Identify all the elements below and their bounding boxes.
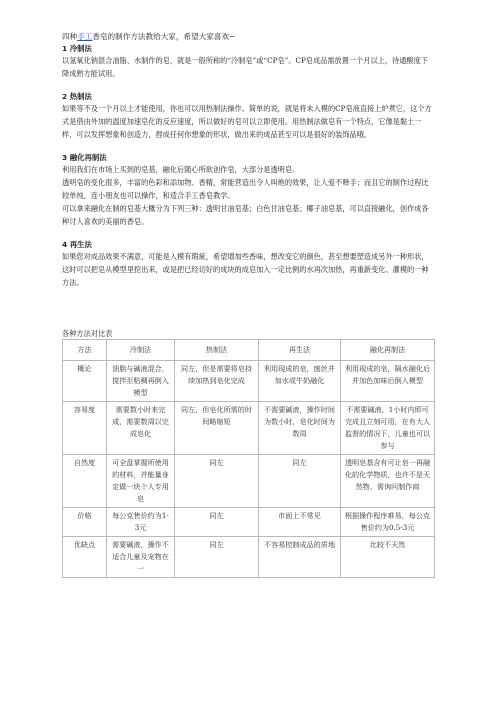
intro-prefix: 四种 (62, 32, 78, 41)
section-paragraph: 可以拿来融化在制的皂基大概分为下列三种：透明甘油皂基；白色甘油皂基；椰子油皂基，可以直接融化，创作成各种讨人喜欢的美丽的香皂。 (62, 204, 429, 226)
table-row (63, 537, 435, 578)
table-header-cell: 方法 (63, 340, 107, 361)
table-cell: 油脂与碱液混合，搅拌至粘稠再倒入模型 (107, 361, 175, 402)
section-hot (62, 91, 434, 141)
table-cell: 同左 (175, 508, 259, 537)
table-cell: 价格 (63, 508, 107, 537)
section-title: 4 再生法 (62, 240, 92, 249)
section-melt (62, 152, 434, 228)
section-paragraph: 如果等不及一个月以上才能使用，你也可以用热制法操作。简单的说，就是将未入模的CP皂液直接上炉煮它，这个方式是借由外加的温度加速皂化的反应速度，所以做好的皂可以立即使用。用热制法做皂有一个特点，它像是黏土一样，可以发挥想象和创造力，捏成任何你想象的形状，做出来的成品甚至可以是很好的装饰品哦。 (62, 104, 432, 139)
table-cell: 同左，但皂化所需的时间略缩短 (175, 402, 259, 455)
section-rebatch (62, 239, 434, 289)
table-cell: 容易度 (63, 402, 107, 455)
table-cell: 可全盘掌握所使用的材料，并能量身定做一块个人专用皂 (107, 455, 175, 508)
intro-suffix: 香皂的制作方法教给大家，希望大家喜欢~ (92, 32, 236, 41)
table-header-cell: 再生法 (259, 340, 341, 361)
table-cell: 比较不天然 (341, 537, 435, 578)
section-paragraph: 以氢氧化钠混合油脂、水制作的皂，就是一般所称的“冷制皂”或“CP皂”。CP皂成品需放置一个月以上，待通酸度下降成熟方能试用。 (62, 56, 428, 78)
table-header-cell: 热制法 (175, 340, 259, 361)
table-row (63, 508, 435, 537)
table-cell: 不容易控制成品的质地 (259, 537, 341, 578)
table-cell: 每公克售价约为1-3元 (107, 508, 175, 537)
table-caption: 各种方法对比表 (62, 329, 113, 338)
section-title: 2 热制法 (62, 92, 92, 101)
table-cell: 不需要碱液，操作时间为数小时，皂化时间为数周 (259, 402, 341, 455)
section-title: 3 融化再制法 (62, 153, 107, 162)
section-paragraph: 透明皂的变化很多，丰富的色彩和添加物、香精，常能营造出令人叫绝的效果，让人爱不释手；而且它的制作过程比较单纯，连小朋友也可以操作，和适合手工香皂教学。 (62, 178, 429, 200)
table-header-cell: 冷制法 (107, 340, 175, 361)
table-cell: 同左 (175, 455, 259, 508)
table-cell: 利用现成的皂，隔水融化后并加色加味后倒入模型 (341, 361, 435, 402)
table-cell: 优缺点 (63, 537, 107, 578)
table-row (63, 402, 435, 455)
table-row (63, 455, 435, 508)
section-paragraph: 如果您对成品效果不满意，可能是入模有瑕疵，希望增加些香味，想改变它的颜色，甚至想要塑造成另外一种形状，这时可以把皂从模型里挖出来，或是把已经切好的成块的成皂加入一定比例的水再次加热，再重新变化、灌模的一种方法。 (62, 252, 429, 287)
table-cell: 同左 (259, 455, 341, 508)
table-cell: 同左，但是需要将皂持续加热到皂化完成 (175, 361, 259, 402)
section-title: 1 冷制法 (62, 44, 92, 53)
table-cell: 市面上不常见 (259, 508, 341, 537)
table-cell: 需要数小时来完成，需要数周以完成皂化 (107, 402, 175, 455)
document-page (62, 30, 434, 573)
table-header-row (63, 340, 435, 361)
table-cell: 透明皂基含有可让皂一再融化的化学物质，也许不是天然物，需询问制作商 (341, 455, 435, 508)
table-cell: 概论 (63, 361, 107, 402)
table-cell: 根据操作程序难易，每公克售价约为0.5-3元 (341, 508, 435, 537)
table-cell: 需要碱液，操作不适合儿童及宠物在一 (107, 537, 175, 578)
table-cell: 自然度 (63, 455, 107, 508)
intro-link[interactable]: 手工 (77, 32, 93, 41)
comparison-table (62, 339, 435, 578)
section-cold (62, 43, 434, 80)
table-row (63, 361, 435, 402)
section-paragraph: 利用我们在市场上买到的皂基，融化后随心所欲创作皂，大部分是透明皂。 (62, 165, 300, 174)
table-cell: 利用现成的皂，刨丝并加水或牛奶融化 (259, 361, 341, 402)
intro-line (62, 30, 434, 43)
table-header-cell: 融化再制法 (341, 340, 435, 361)
table-cell: 同左 (175, 537, 259, 578)
table-cell: 不需要碱液，1小时内即可完成且立刻可用，在有大人监督的情况下，儿童也可以参与 (341, 402, 435, 455)
